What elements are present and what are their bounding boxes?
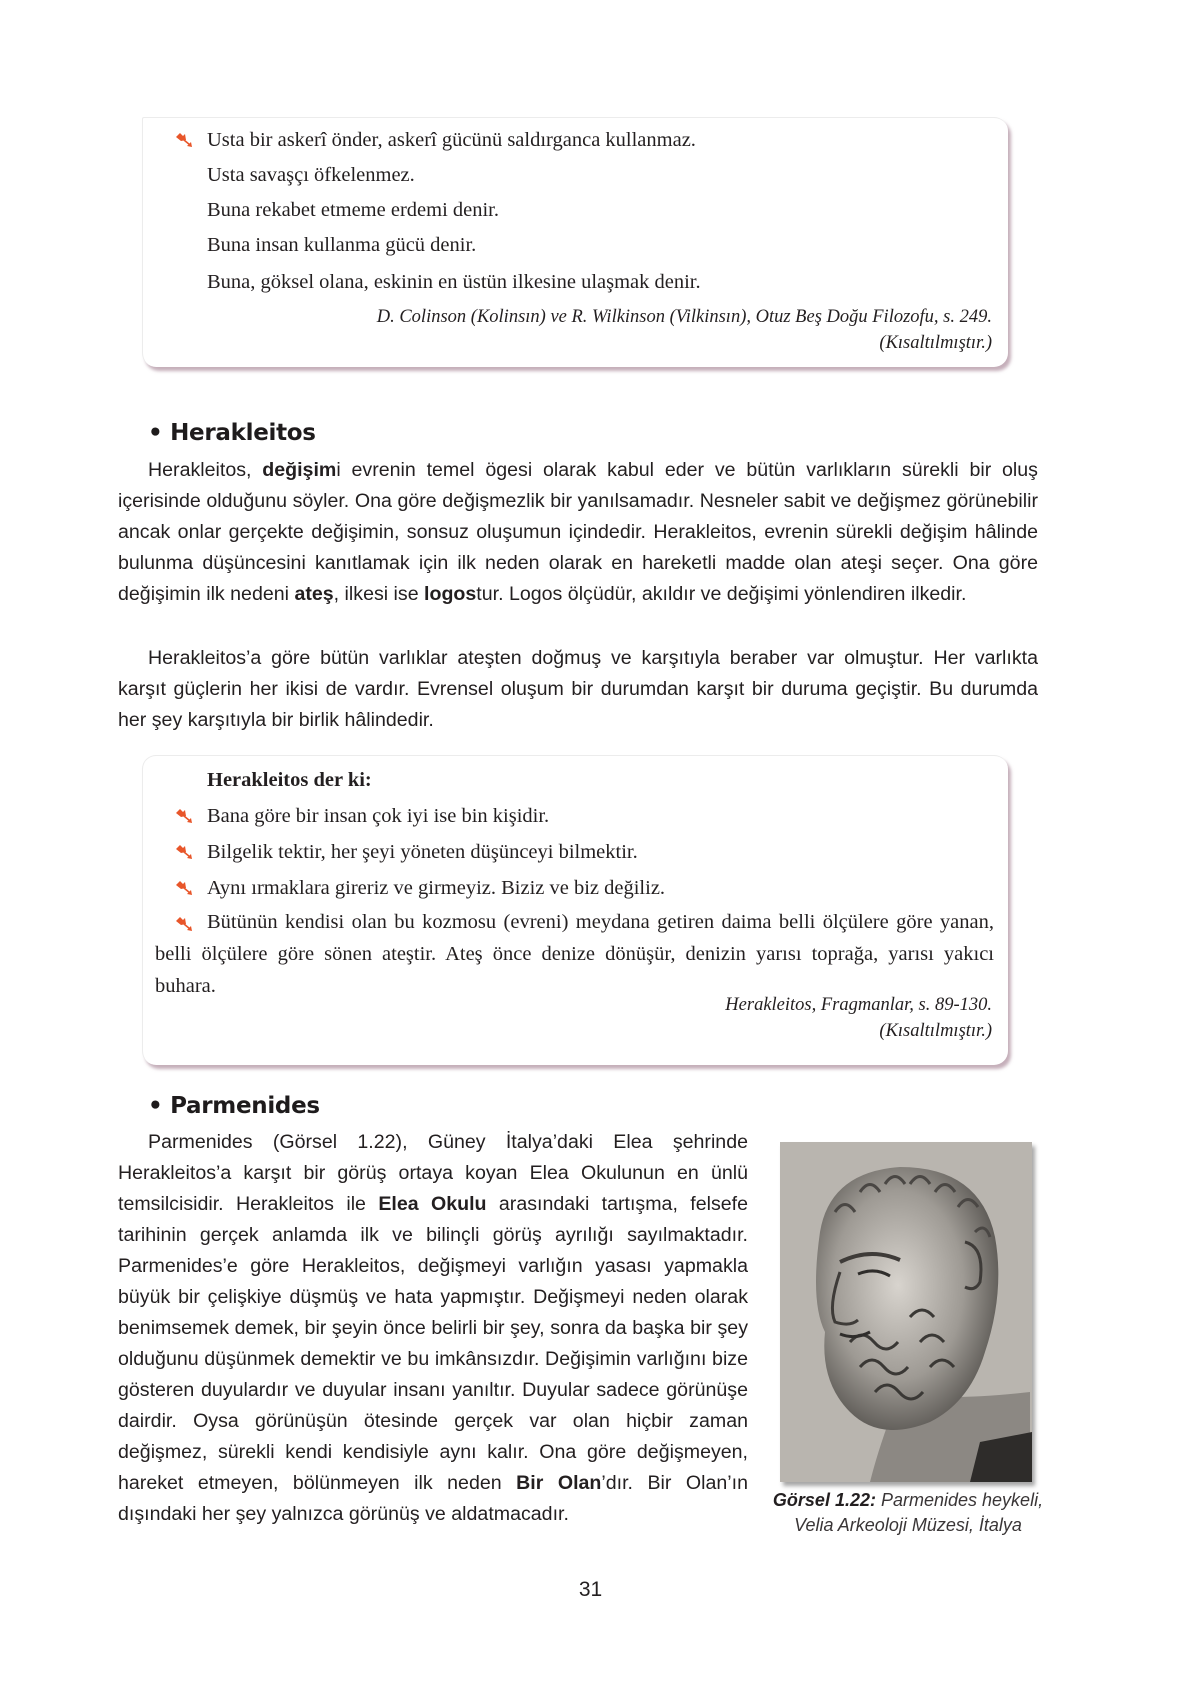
quote-item: Aynı ırmaklara gireriz ve girmeyiz. Biziz ve biz değiliz. xyxy=(207,877,666,899)
keyword-elea-okulu: Elea Okulu xyxy=(378,1193,487,1215)
figure-caption-text: Parmenides heykeli, Velia Arkeoloji Müzesi, İtalya xyxy=(794,1490,1044,1535)
quote-note: (Kısaltılmıştır.) xyxy=(879,333,992,353)
quote-line: Buna, göksel olana, eskinin en üstün ilkesine ulaşmak denir. xyxy=(207,271,701,293)
quote-item-long: Bütünün kendisi olan bu kozmosu (evreni) meydana getiren daima belli ölçülere göre yanan, belli ölçülere göre sönen ateştir. Ateş önce denize dönüşür, denizin yarısı toprağa, yarısı yakıcı buhara. xyxy=(155,911,994,997)
parmenides-bust-image xyxy=(780,1142,1032,1482)
quote-line: Buna rekabet etmeme erdemi denir. xyxy=(207,199,500,221)
keyword-logos: logos xyxy=(424,583,477,605)
section-heading-herakleitos: • Herakleitos xyxy=(148,420,316,446)
keyword-ates: ateş xyxy=(294,583,334,605)
quote-item: Bana göre bir insan çok iyi ise bin kişidir. xyxy=(207,805,550,827)
quote-line: Usta bir askerî önder, askerî gücünü saldırganca kullanmaz. xyxy=(207,129,696,151)
quote-source: Herakleitos, Fragmanlar, s. 89-130. xyxy=(725,995,992,1015)
figure-caption-label: Görsel 1.22: xyxy=(772,1490,876,1510)
quote-box-herakleitos xyxy=(142,755,1008,1065)
page-number: 31 xyxy=(578,1578,603,1601)
keyword-degisim: değişim xyxy=(262,459,337,481)
quote-source: D. Colinson (Kolinsın) ve R. Wilkinson (Vilkinsın), Otuz Beş Doğu Filozofu, s. 249. xyxy=(376,307,992,327)
figure-caption xyxy=(770,1488,1046,1538)
bust-illustration xyxy=(780,1142,1032,1482)
parmenides-paragraph: Parmenides (Görsel 1.22), Güney İtalya’daki Elea şehrinde Herakleitos’a karşıt bir görüş ortaya koyan Elea Okulunun en ünlü temsilcisidir. Herakleitos ile Elea Okulu arasındaki tartışma, felsefe tarihinin gerçek anlamda ilk ve bilinçli görüş ayrılığı sayılmaktadır. Parmenides’e göre Herakleitos, değişmeyi varlığın yasası yapmakla büyük bir çelişkiye düşmüş ve hata yapmıştır. Değişmeyi neden olarak benimsemek demek, bir şeyin önce belirli bir şey, sonra da başka bir şey olduğunu düşünmek demektir ve bu imkânsızdır. Değişimin varlığını bize gösteren duyulardır ve duyular insanı yanıltır. Duyular sadece görünüşe dairdir. Oysa görünüşün ötesinde gerçek var olan hiçbir zaman değişmez, sürekli kendi kendisiyle aynı kalır. Ona göre değişmeyen, hareket etmeyen, bölünmeyen ilk neden Bir Olan’dır. Bir Olan’ın dışındaki her şey yalnızca görünüş ve aldatmacadır. xyxy=(118,1131,748,1525)
quote-note: (Kısaltılmıştır.) xyxy=(879,1021,992,1041)
arrow-bullet-icon xyxy=(173,843,195,861)
quote-box-sun-tzu xyxy=(142,117,1008,367)
quote-box-title: Herakleitos der ki: xyxy=(207,769,372,791)
herakleitos-paragraph-1: Herakleitos, değişimi evrenin temel ögesi olarak kabul eder ve bütün varlıkların sürekli bir oluş içerisinde olduğunu söyler. Ona göre değişmezlik bir yanılsamadır. Nesneler sabit ve değişmez görünebilir ancak onlar gerçekte değişimin, sonsuz oluşumun içindedir. Herakleitos, evrenin sürekli değişim hâlinde bulunma düşüncesini kanıtlamak için ilk neden olarak en hareketli madde olan ateşi seçer. Ona göre değişimin ilk nedeni ateş, ilkesi ise logostur. Logos ölçüdür, akıldır ve değişimi yönlendiren ilkedir. xyxy=(118,459,1038,605)
herakleitos-paragraph-2: Herakleitos’a göre bütün varlıklar ateşten doğmuş ve karşıtıyla beraber var olmuştur. Her varlıkta karşıt güçlerin her ikisi de vardır. Evrensel oluşum bir durumdan karşıt bir duruma geçiştir. Bu durumda her şey karşıtıyla bir birlik hâlindedir. xyxy=(118,647,1038,731)
section-heading-parmenides: • Parmenides xyxy=(148,1093,320,1119)
quote-line: Buna insan kullanma gücü denir. xyxy=(207,234,477,256)
quote-item: Bilgelik tektir, her şeyi yöneten düşünceyi bilmektir. xyxy=(207,841,638,863)
quote-line: Usta savaşçı öfkelenmez. xyxy=(207,164,415,186)
arrow-bullet-icon xyxy=(173,131,195,149)
arrow-bullet-icon xyxy=(173,807,195,825)
keyword-bir-olan: Bir Olan xyxy=(516,1472,602,1494)
arrow-bullet-icon xyxy=(173,879,195,897)
